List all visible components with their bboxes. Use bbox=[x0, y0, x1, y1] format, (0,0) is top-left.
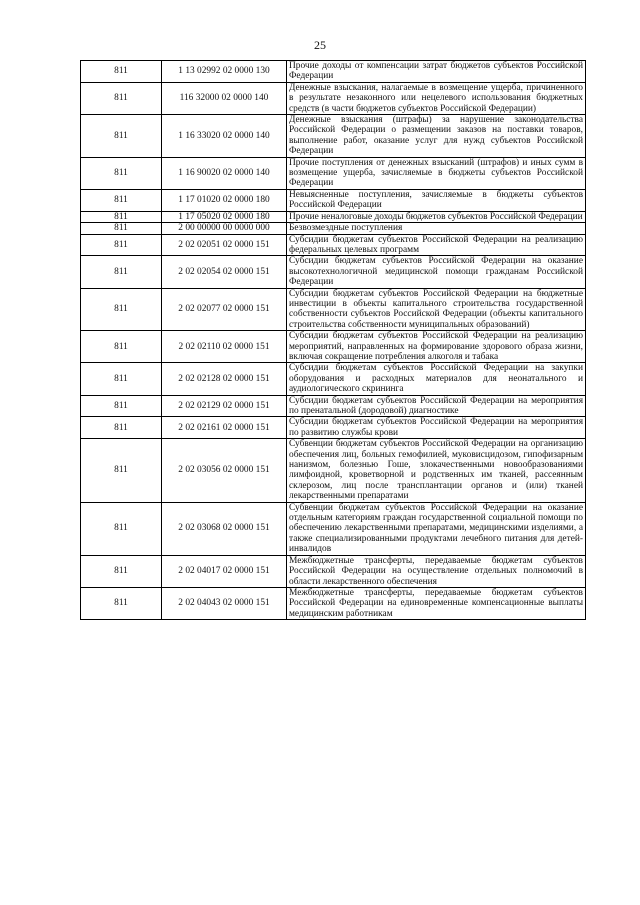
table-row bbox=[81, 288, 586, 331]
admin-code-cell: 811 bbox=[81, 587, 162, 619]
budget-code-cell: 1 17 05020 02 0000 180 bbox=[162, 211, 287, 222]
budget-code-cell: 2 02 02051 02 0000 151 bbox=[162, 234, 287, 256]
table-row bbox=[81, 395, 586, 417]
table-row bbox=[81, 211, 586, 222]
budget-code-cell: 2 02 02161 02 0000 151 bbox=[162, 417, 287, 439]
admin-code-cell: 811 bbox=[81, 363, 162, 395]
budget-code-cell: 2 02 02054 02 0000 151 bbox=[162, 256, 287, 288]
admin-code-cell: 811 bbox=[81, 256, 162, 288]
admin-code-cell: 811 bbox=[81, 189, 162, 211]
revenue-name-cell: Прочие доходы от компенсации затрат бюджетов субъектов Российской Федерации bbox=[287, 61, 586, 83]
budget-code-cell: 2 02 02110 02 0000 151 bbox=[162, 331, 287, 363]
table-row bbox=[81, 587, 586, 619]
admin-code-cell: 811 bbox=[81, 502, 162, 555]
admin-code-cell: 811 bbox=[81, 157, 162, 189]
budget-code-cell: 2 02 03068 02 0000 151 bbox=[162, 502, 287, 555]
revenue-name-cell: Субсидии бюджетам субъектов Российской Федерации на реализацию федеральных целевых программ bbox=[287, 234, 586, 256]
table-row bbox=[81, 189, 586, 211]
table-row bbox=[81, 234, 586, 256]
admin-code-cell: 811 bbox=[81, 115, 162, 158]
table-row bbox=[81, 223, 586, 234]
budget-code-cell: 1 16 33020 02 0000 140 bbox=[162, 115, 287, 158]
revenue-name-cell: Субсидии бюджетам субъектов Российской Федерации на оказание высокотехнологичной медицинской помощи гражданам Российской Федерации bbox=[287, 256, 586, 288]
admin-code-cell: 811 bbox=[81, 82, 162, 114]
revenue-name-cell: Невыясненные поступления, зачисляемые в бюджеты субъектов Российской Федерации bbox=[287, 189, 586, 211]
admin-code-cell: 811 bbox=[81, 234, 162, 256]
budget-code-cell: 1 16 90020 02 0000 140 bbox=[162, 157, 287, 189]
revenue-name-cell: Субсидии бюджетам субъектов Российской Федерации на реализацию мероприятий, направленных на формирование здорового образа жизни, включая сокращение потребления алкоголя и табака bbox=[287, 331, 586, 363]
table-row bbox=[81, 331, 586, 363]
admin-code-cell: 811 bbox=[81, 417, 162, 439]
table-body bbox=[81, 61, 586, 620]
table-row bbox=[81, 157, 586, 189]
revenue-name-cell: Прочие поступления от денежных взысканий (штрафов) и иных сумм в возмещение ущерба, зачисляемые в бюджеты субъектов Российской Федерации bbox=[287, 157, 586, 189]
budget-code-cell: 2 02 04043 02 0000 151 bbox=[162, 587, 287, 619]
budget-code-cell: 116 32000 02 0000 140 bbox=[162, 82, 287, 114]
revenue-name-cell: Межбюджетные трансферты, передаваемые бюджетам субъектов Российской Федерации на осуществление отдельных полномочий в области лекарственного обеспечения bbox=[287, 555, 586, 587]
admin-code-cell: 811 bbox=[81, 288, 162, 331]
budget-code-cell: 2 00 00000 00 0000 000 bbox=[162, 223, 287, 234]
table-row bbox=[81, 363, 586, 395]
revenue-name-cell: Субвенции бюджетам субъектов Российской Федерации на оказание отдельным категориям граждан государственной социальной помощи по обеспечению лекарственными препаратами, медицинскими изделиями, а также специализированными продуктами лечебного питания для детей-инвалидов bbox=[287, 502, 586, 555]
revenue-name-cell: Субвенции бюджетам субъектов Российской Федерации на организацию обеспечения лиц, больных гемофилией, муковисцидозом, гипофизарным нанизмом, болезнью Гоше, злокачественными новообразованиями лимфоидной, кроветворной и родственных им тканей, рассеянным склерозом, лиц после трансплантации органов и (или) тканей лекарственными препаратами bbox=[287, 439, 586, 502]
page-number: 25 bbox=[314, 38, 326, 52]
admin-code-cell: 811 bbox=[81, 223, 162, 234]
revenue-name-cell: Субсидии бюджетам субъектов Российской Федерации на мероприятия по развитию службы крови bbox=[287, 417, 586, 439]
budget-revenue-table bbox=[80, 60, 586, 620]
admin-code-cell: 811 bbox=[81, 211, 162, 222]
budget-code-cell: 2 02 02129 02 0000 151 bbox=[162, 395, 287, 417]
budget-code-cell: 2 02 02077 02 0000 151 bbox=[162, 288, 287, 331]
admin-code-cell: 811 bbox=[81, 331, 162, 363]
table-row bbox=[81, 61, 586, 83]
budget-code-cell: 2 02 03056 02 0000 151 bbox=[162, 439, 287, 502]
budget-code-cell: 2 02 02128 02 0000 151 bbox=[162, 363, 287, 395]
table-row bbox=[81, 502, 586, 555]
table-row bbox=[81, 555, 586, 587]
revenue-name-cell: Субсидии бюджетам субъектов Российской Федерации на мероприятия по пренатальной (дородовой) диагностике bbox=[287, 395, 586, 417]
revenue-name-cell: Прочие неналоговые доходы бюджетов субъектов Российской Федерации bbox=[287, 211, 586, 222]
admin-code-cell: 811 bbox=[81, 555, 162, 587]
revenue-name-cell: Денежные взыскания (штрафы) за нарушение законодательства Российской Федерации о размещении заказов на поставки товаров, выполнение работ, оказание услуг для нужд субъектов Российской Федерации bbox=[287, 115, 586, 158]
revenue-name-cell: Денежные взыскания, налагаемые в возмещение ущерба, причиненного в результате незаконного или нецелевого использования бюджетных средств (в части бюджетов субъектов Российской Федерации) bbox=[287, 82, 586, 114]
table-row bbox=[81, 439, 586, 502]
table-row bbox=[81, 115, 586, 158]
table-row bbox=[81, 82, 586, 114]
revenue-name-cell: Субсидии бюджетам субъектов Российской Федерации на бюджетные инвестиции в объекты капитального строительства государственной собственности субъектов Российской Федерации (объекты капитального строительства собственности муниципальных образований) bbox=[287, 288, 586, 331]
revenue-name-cell: Безвозмездные поступления bbox=[287, 223, 586, 234]
budget-code-cell: 1 17 01020 02 0000 180 bbox=[162, 189, 287, 211]
admin-code-cell: 811 bbox=[81, 395, 162, 417]
admin-code-cell: 811 bbox=[81, 439, 162, 502]
budget-code-cell: 1 13 02992 02 0000 130 bbox=[162, 61, 287, 83]
table-row bbox=[81, 417, 586, 439]
table-row bbox=[81, 256, 586, 288]
revenue-name-cell: Межбюджетные трансферты, передаваемые бюджетам субъектов Российской Федерации на единовременные компенсационные выплаты медицинским работникам bbox=[287, 587, 586, 619]
budget-code-cell: 2 02 04017 02 0000 151 bbox=[162, 555, 287, 587]
admin-code-cell: 811 bbox=[81, 61, 162, 83]
revenue-name-cell: Субсидии бюджетам субъектов Российской Федерации на закупки оборудования и расходных материалов для неонатального и аудиологического скрининга bbox=[287, 363, 586, 395]
